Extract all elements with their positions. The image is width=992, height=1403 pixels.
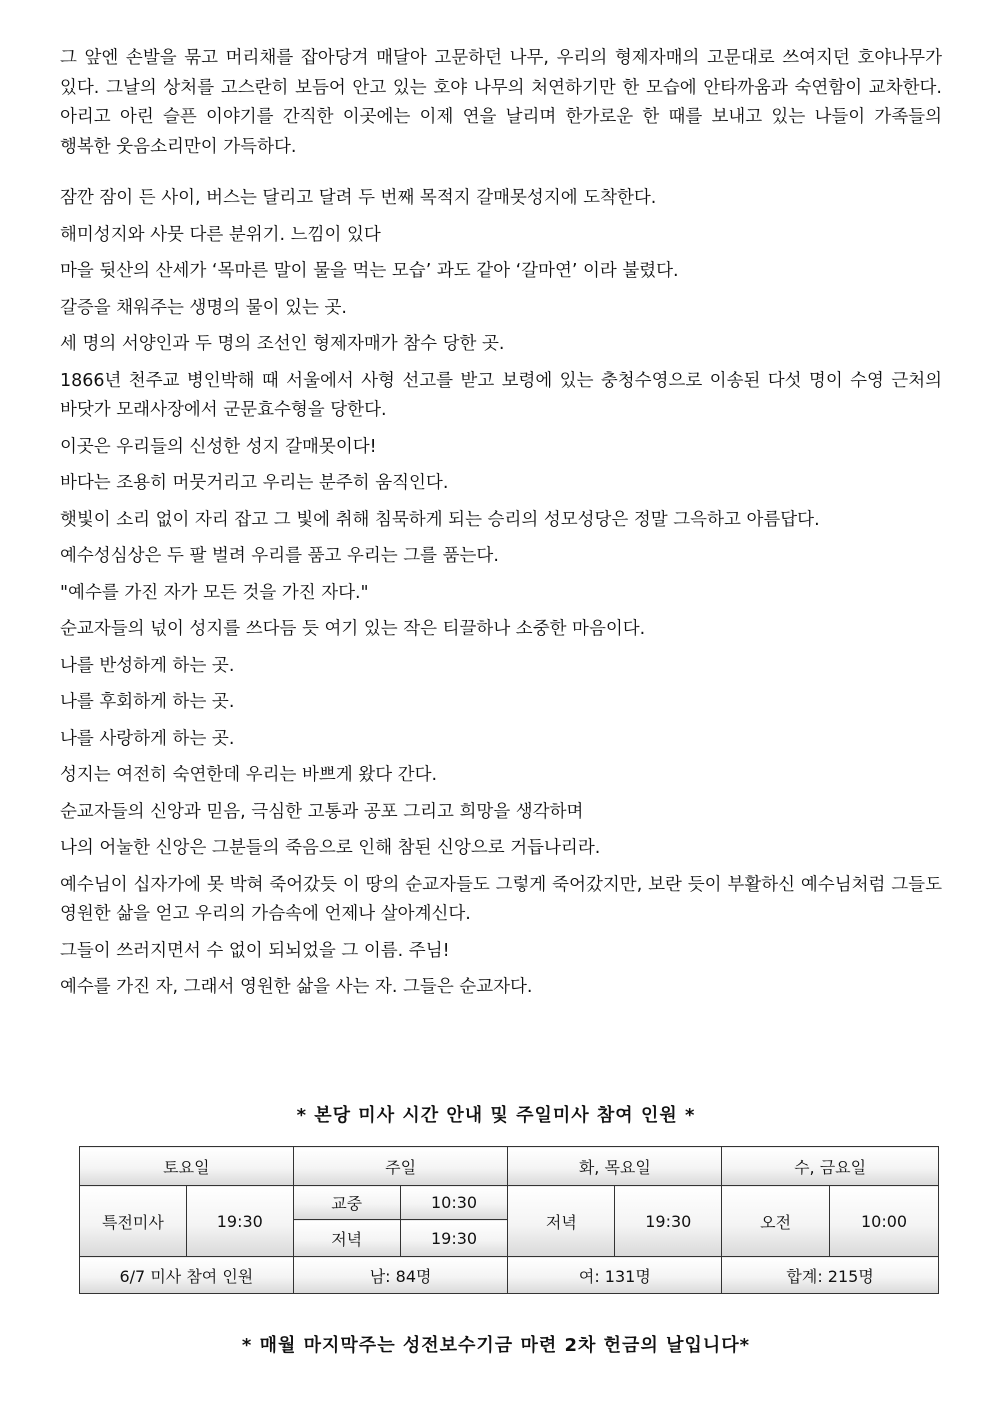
article-line: "예수를 가진 자가 모든 것을 가진 자다." <box>60 582 369 603</box>
attendance-total: 합계: 215명 <box>722 1257 939 1294</box>
attendance-women: 여: 131명 <box>508 1257 722 1294</box>
article-lines <box>60 184 942 1003</box>
attendance-men: 남: 84명 <box>293 1257 508 1294</box>
article-line: 순교자들의 신앙과 믿음, 극심한 고통과 공포 그리고 희망을 생각하며 <box>60 801 584 822</box>
saturday-mass-label: 특전미사 <box>80 1186 187 1257</box>
article-line: 예수님이 십자가에 못 박혀 죽어갔듯 이 땅의 순교자들도 그렇게 죽어갔지만, 보란 듯이 부활하신 예수님처럼 그들도 영원한 삶을 얻고 우리의 가슴속에 언제나 살아계신다. <box>60 874 942 924</box>
footer-note: * 매월 마지막주는 성전보수기금 마련 2차 헌금의 날입니다* <box>241 1335 751 1356</box>
saturday-mass-time: 19:30 <box>186 1186 293 1257</box>
wed-fri-mass-time: 10:00 <box>830 1186 939 1257</box>
mass-schedule-table <box>79 1146 939 1294</box>
article-line: 햇빛이 소리 없이 자리 잡고 그 빛에 취해 침묵하게 되는 승리의 성모성당은 정말 그윽하고 아름답다. <box>60 509 820 530</box>
article-line: 바다는 조용히 머뭇거리고 우리는 분주히 움직인다. <box>60 473 449 493</box>
article-line: 예수성심상은 두 팔 벌려 우리를 품고 우리는 그를 품는다. <box>60 546 499 566</box>
article-line: 나를 후회하게 하는 곳. <box>60 692 235 712</box>
tue-thu-mass-time: 19:30 <box>615 1186 722 1257</box>
article-line: 나의 어눌한 신앙은 그분들의 죽음으로 인해 참된 신앙으로 거듭나리라. <box>60 838 601 858</box>
article-line: 해미성지와 사뭇 다른 분위기. 느낌이 있다 <box>60 224 381 245</box>
intro-paragraph: 그 앞엔 손발을 묶고 머리채를 잡아당겨 매달아 고문하던 나무, 우리의 형제자매의 고문대로 쓰여지던 호야나무가 있다. 그날의 상처를 고스란히 보듬어 안고 있는 호야 나무의 처연하기만 한 모습에 안타까움과 숙연함이 교차한다. 아리고 아린 슬픈 이야기를 간직한 이곳에는 이제 연을 날리며 한가로운 한 때를 보내고 있는 나들이 가족들의 행복한 웃음소리만이 가득하다. <box>60 48 942 157</box>
article-line: 이곳은 우리들의 신성한 성지 갈매못이다! <box>60 436 377 457</box>
article-line: 나를 반성하게 하는 곳. <box>60 655 235 676</box>
mass-schedule-title: * 본당 미사 시간 안내 및 주일미사 참여 인원 * <box>296 1105 696 1126</box>
article-line: 세 명의 서양인과 두 명의 조선인 형제자매가 참수 당한 곳. <box>60 334 505 354</box>
article-line: 마을 뒷산의 산세가 ‘목마른 말이 물을 먹는 모습’ 과도 같아 ‘갈마연’ 이라 불렸다. <box>60 261 679 281</box>
article-line: 그들이 쓰러지면서 수 없이 되뇌었을 그 이름. 주님! <box>60 940 450 961</box>
sunday-main-mass-time: 10:30 <box>400 1186 508 1220</box>
article-body <box>60 44 942 1010</box>
tue-thu-mass-label: 저녁 <box>508 1186 615 1257</box>
article-line: 순교자들의 넋이 성지를 쓰다듬 듯 여기 있는 작은 티끌하나 소중한 마음이다. <box>60 619 646 639</box>
article-line: 잠깐 잠이 든 사이, 버스는 달리고 달려 두 번째 목적지 갈매못성지에 도착한다. <box>60 188 657 208</box>
article-line: 나를 사랑하게 하는 곳. <box>60 728 235 749</box>
attendance-label: 6/7 미사 참여 인원 <box>80 1257 294 1294</box>
header-saturday: 토요일 <box>80 1147 294 1186</box>
article-line: 성지는 여전히 숙연한데 우리는 바쁘게 왔다 간다. <box>60 765 438 785</box>
header-sunday: 주일 <box>293 1147 508 1186</box>
sunday-evening-mass-time: 19:30 <box>400 1220 508 1257</box>
header-tue-thu: 화, 목요일 <box>508 1147 722 1186</box>
sunday-evening-mass-label: 저녁 <box>293 1220 400 1257</box>
sunday-main-mass-label: 교중 <box>293 1186 400 1220</box>
article-line: 예수를 가진 자, 그래서 영원한 삶을 사는 자. 그들은 순교자다. <box>60 977 533 997</box>
article-line: 1866년 천주교 병인박해 때 서울에서 사형 선고를 받고 보령에 있는 충청수영으로 이송된 다섯 명이 수영 근처의 바닷가 모래사장에서 군문효수형을 당한다. <box>60 370 942 420</box>
article-line: 갈증을 채워주는 생명의 물이 있는 곳. <box>60 297 347 318</box>
header-wed-fri: 수, 금요일 <box>722 1147 939 1186</box>
wed-fri-mass-label: 오전 <box>722 1186 830 1257</box>
